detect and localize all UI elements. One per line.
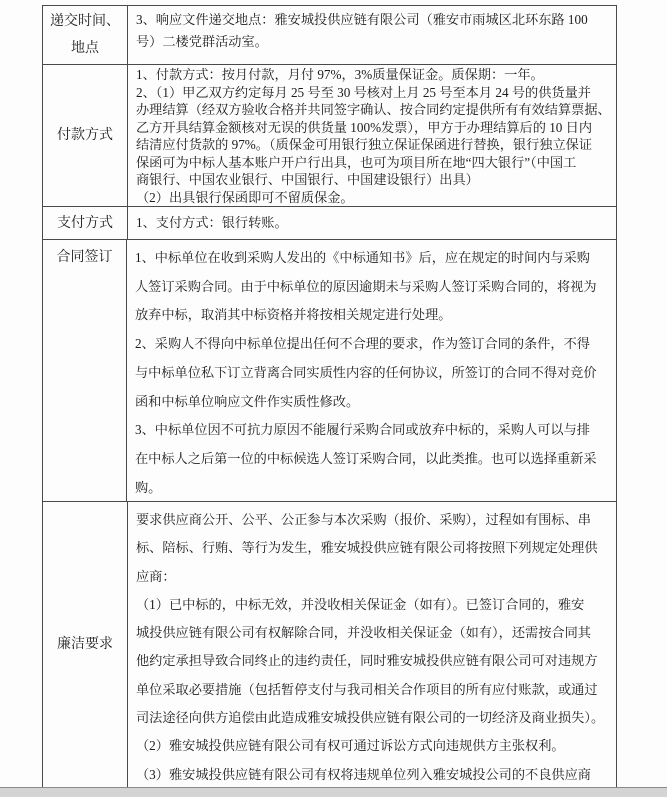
text-line: 结清应付货款的 97%。（质保金可用银行独立保证保函进行替换，银行独立保证 bbox=[136, 137, 593, 152]
row-label-line: 支付方式 bbox=[57, 215, 113, 231]
procurement-terms-table bbox=[42, 5, 617, 787]
table-row-integrity-requirements bbox=[43, 502, 616, 787]
text-line: 办理结算（经双方验收合格并共同签字确认、按合同约定提供所有有效结算票据、 bbox=[136, 102, 611, 117]
text-line: 在中标人之后第一位的中标候选人签订采购合同，以此类推。也可以选择重新采 bbox=[135, 450, 597, 466]
row-content-payment-method bbox=[128, 207, 616, 239]
text-line: （2）出具银行保函即可不留质保金。 bbox=[136, 189, 354, 205]
text-line: （3）雅安城投供应链有限公司有权将违规单位列入雅安城投公司的不良供应商 bbox=[136, 766, 591, 782]
table-row-contract-signing bbox=[43, 240, 616, 502]
row-label-payment-terms bbox=[43, 65, 128, 206]
text-line: （1）已中标的，中标无效，并没收相关保证金（如有）。已签订合同的，雅安 bbox=[136, 596, 585, 612]
table-row-submission-time-place bbox=[43, 6, 616, 65]
text-line: 放弃中标，取消其中标资格并将按相关规定进行处理。 bbox=[135, 307, 452, 323]
table-row-payment-method bbox=[43, 207, 616, 240]
text-line: 1、中标单位在收到采购人发出的《中标通知书》后，应在规定的时间内与采购 bbox=[135, 250, 590, 265]
text-line: 2、（1）甲乙双方约定每月 25 号至 30 号核对上月 25 号至本月 24 号的供货量并 bbox=[136, 84, 591, 100]
text-line: 城投供应链有限公司有权解除合同，并没收相关保证金（如有），还需按合同其 bbox=[136, 625, 591, 641]
row-label-integrity-requirements bbox=[43, 502, 128, 787]
text-line: 应商： bbox=[136, 568, 176, 584]
row-content-integrity-requirements bbox=[128, 502, 616, 787]
row-label-line: 合同签订 bbox=[56, 250, 113, 265]
text-line: 保函可为中标人基本账户开户行出具，也可为项目所在地“四大银行”（中国工 bbox=[136, 154, 577, 170]
text-line: 号）二楼党群活动室。 bbox=[136, 34, 268, 49]
text-line: 要求供应商公开、公平、公正参与本次采购（报价、采购），过程如有围标、串 bbox=[136, 512, 591, 527]
text-line: 3、响应文件递交地点：雅安城投供应链有限公司（雅安市雨城区北环东路 100 bbox=[136, 12, 588, 27]
row-label-payment-method bbox=[43, 207, 128, 239]
row-label-line: 廉洁要求 bbox=[57, 637, 113, 652]
row-label-contract-signing bbox=[43, 240, 127, 501]
page-bottom-edge bbox=[0, 787, 667, 797]
text-line: 他约定承担导致合同终止的违约责任，同时雅安城投供应链有限公司可对违规方 bbox=[136, 653, 598, 669]
row-content-contract-signing bbox=[127, 240, 616, 501]
text-line: 函和中标单位响应文件作实质性修改。 bbox=[135, 393, 360, 409]
text-line: 标、陪标、行贿、等行为发生，雅安城投供应链有限公司将按照下列规定处理供 bbox=[136, 540, 598, 556]
row-label-line: 地点 bbox=[71, 41, 99, 56]
text-line: 乙方开具结算金额核对无误的供货量 100%发票），甲方于办理结算后的 10 日内 bbox=[136, 119, 593, 135]
table-row-payment-terms bbox=[43, 65, 616, 207]
text-line: 2、采购人不得向中标单位提出任何不合理的要求，作为签订合同的条件，不得 bbox=[135, 336, 590, 352]
row-label-line: 付款方式 bbox=[57, 128, 113, 143]
text-line: 1、付款方式：按月付款，月付 97%，3%质量保证金。质保期：一年。 bbox=[136, 67, 544, 82]
text-line: 购。 bbox=[135, 479, 162, 495]
text-line: 与中标单位私下订立背离合同实质性内容的任何协议，所签订的合同不得对竞价 bbox=[135, 364, 597, 380]
text-line: 司法途径向供方追偿由此造成雅安城投供应链有限公司的一切经济及商业损失）。 bbox=[136, 710, 605, 726]
text-line: 人签订采购合同。由于中标单位的原因逾期未与采购人签订采购合同的，将视为 bbox=[135, 278, 597, 294]
row-label-line: 递交时间、 bbox=[50, 14, 120, 29]
text-line: 3、中标单位因不可抗力原因不能履行采购合同或放弃中标的，采购人可以与排 bbox=[135, 422, 590, 438]
row-content-payment-terms bbox=[128, 65, 616, 206]
text-line: 单位采取必要措施（包括暂停支付与我司相关合作项目的所有应付账款，或通过 bbox=[136, 681, 598, 697]
text-line: 1、支付方式：银行转账。 bbox=[136, 215, 288, 230]
text-line: （2）雅安城投供应链有限公司有权可通过诉讼方式向违规供方主张权利。 bbox=[136, 738, 565, 754]
row-label-submission-time-place bbox=[43, 6, 128, 64]
text-line: 商银行、中国农业银行、中国银行、中国建设银行）出具） bbox=[136, 172, 479, 187]
row-content-submission-time-place bbox=[128, 6, 616, 64]
